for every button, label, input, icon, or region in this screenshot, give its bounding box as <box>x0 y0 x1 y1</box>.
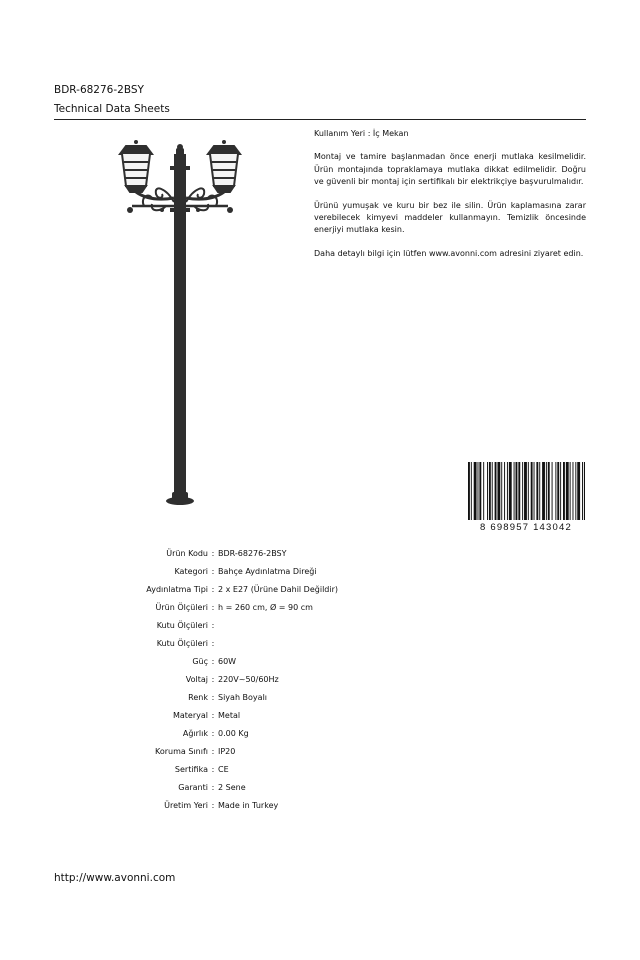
barcode-bar <box>497 462 500 520</box>
more-info-note: Daha detaylı bilgi için lütfen www.avonni.com adresini ziyaret edin. <box>314 248 584 258</box>
spec-label: Güç <box>192 657 208 667</box>
barcode-bar <box>507 462 508 520</box>
barcode-bar <box>575 462 576 520</box>
spec-label: Koruma Sınıfı <box>155 746 208 756</box>
spec-separator: : <box>211 782 215 792</box>
barcode-bar <box>471 462 472 520</box>
barcode-bar <box>539 462 540 520</box>
spec-value: 2 x E27 (Ürüne Dahil Değildir) <box>218 585 338 595</box>
spec-separator: : <box>211 585 215 595</box>
barcode-bar <box>492 462 493 520</box>
spec-label: Üretim Yeri <box>164 800 208 810</box>
spec-separator: : <box>211 728 215 738</box>
spec-separator: : <box>211 549 215 559</box>
footer-website-link[interactable]: http://www.avonni.com <box>54 872 176 884</box>
garden-pole-lamp-illustration <box>110 140 250 510</box>
spec-value: Made in Turkey <box>218 800 279 810</box>
barcode-bar <box>522 462 523 520</box>
left-lantern-icon <box>120 140 152 192</box>
spec-separator: : <box>211 692 215 702</box>
spec-value: IP20 <box>218 746 236 756</box>
barcode-bar <box>524 462 527 520</box>
spec-value: CE <box>218 764 229 774</box>
spec-label: Aydınlatma Tipi <box>146 585 208 595</box>
spec-value: 0.00 Kg <box>218 728 249 738</box>
spec-value: 60W <box>218 657 237 667</box>
spec-row <box>100 796 338 814</box>
right-lantern-icon <box>208 140 240 192</box>
spec-label: Voltaj <box>185 675 208 685</box>
barcode-bar <box>534 462 535 520</box>
barcode-bar <box>479 462 481 520</box>
spec-value: h = 260 cm, Ø = 90 cm <box>218 603 313 613</box>
barcode-bar <box>528 462 529 520</box>
spec-row <box>100 778 338 796</box>
barcode-bar <box>548 462 550 520</box>
barcode-bar <box>557 462 559 520</box>
spec-row <box>100 599 338 617</box>
spec-label: Ağırlık <box>182 728 208 738</box>
barcode-bar <box>570 462 571 520</box>
barcode-bar <box>566 462 569 520</box>
spec-label: Ürün Kodu <box>166 549 208 559</box>
spec-label: Kutu Ölçüleri <box>156 639 208 649</box>
barcode-bar <box>536 462 538 520</box>
header-divider <box>54 119 586 120</box>
spec-label: Materyal <box>172 710 208 720</box>
barcode-bar <box>584 462 585 520</box>
spec-row <box>100 706 338 724</box>
spec-row <box>100 689 338 707</box>
barcode-bar <box>489 462 491 520</box>
spec-table <box>100 545 338 814</box>
barcode-bar <box>474 462 477 520</box>
spec-separator: : <box>211 764 215 774</box>
spec-label: Garanti <box>178 782 208 792</box>
barcode-bar <box>518 462 520 520</box>
product-info-text <box>314 128 586 260</box>
barcode-bar <box>504 462 505 520</box>
barcode-bars <box>468 462 585 520</box>
barcode-bar <box>483 462 484 520</box>
spec-separator: : <box>211 657 215 667</box>
spec-separator: : <box>211 675 215 685</box>
usage-location: Kullanım Yeri : İç Mekan <box>314 129 409 138</box>
spec-row <box>100 635 338 653</box>
spec-row <box>100 545 338 563</box>
spec-label: Kategori <box>174 567 208 577</box>
barcode-bar <box>546 462 547 520</box>
barcode-bar <box>501 462 502 520</box>
spec-value: Metal <box>218 710 241 720</box>
spec-row <box>100 742 338 760</box>
spec-separator: : <box>211 603 215 613</box>
barcode-bar <box>577 462 580 520</box>
spec-separator: : <box>211 746 215 756</box>
barcode-bar <box>516 462 518 520</box>
barcode-bar <box>514 462 515 520</box>
spec-value: Bahçe Aydınlatma Direği <box>218 567 317 577</box>
spec-separator: : <box>211 800 215 810</box>
document-subtitle: Technical Data Sheets <box>54 103 170 115</box>
spec-label: Kutu Ölçüleri <box>156 621 208 631</box>
barcode-bar <box>555 462 556 520</box>
barcode <box>467 460 585 532</box>
barcode-digits: 8 698957 143042 <box>480 522 572 532</box>
barcode-bar <box>495 462 497 520</box>
spec-value: 2 Sene <box>218 782 246 792</box>
spec-row <box>100 653 338 671</box>
barcode-bar <box>542 462 545 520</box>
cleaning-instructions: Ürünü yumuşak ve kuru bir bez ile silin. Ürün kaplamasına zarar verebilecek kimyevi maddeler kullanmayın. Temizlik öncesinde enerjiyi mutlaka kesin. <box>314 200 586 235</box>
spec-row <box>100 617 338 635</box>
spec-row <box>100 760 338 778</box>
product-code-title: BDR-68276-2BSY <box>54 84 144 96</box>
barcode-bar <box>531 462 533 520</box>
spec-row <box>100 671 338 689</box>
barcode-bar <box>509 462 512 520</box>
spec-label: Sertifika <box>174 764 208 774</box>
barcode-bar <box>478 462 479 520</box>
barcode-bar <box>560 462 561 520</box>
spec-row <box>100 724 338 742</box>
barcode-bar <box>552 462 553 520</box>
barcode-bar <box>468 462 470 520</box>
spec-row <box>100 581 338 599</box>
spec-value: BDR-68276-2BSY <box>218 549 287 559</box>
spec-separator: : <box>211 567 215 577</box>
spec-label: Ürün Ölçüleri <box>155 603 208 613</box>
barcode-bar <box>563 462 565 520</box>
barcode-bar <box>582 462 583 520</box>
safety-warning: Montaj ve tamire başlanmadan önce enerji mutlaka kesilmelidir. Ürün montajında topraklamaya mutlaka dikkat edilmelidir. Doğru ve güvenli bir montaj için sertifikalı bir elektrikçiye başvurulmalıdır. <box>314 152 586 187</box>
spec-separator: : <box>211 639 215 649</box>
spec-separator: : <box>211 621 215 631</box>
spec-value: Siyah Boyalı <box>218 692 268 702</box>
barcode-bar <box>487 462 488 520</box>
spec-label: Renk <box>188 692 208 702</box>
barcode-bar <box>573 462 574 520</box>
spec-separator: : <box>211 710 215 720</box>
spec-row <box>100 563 338 581</box>
spec-value: 220V~50/60Hz <box>218 675 279 685</box>
